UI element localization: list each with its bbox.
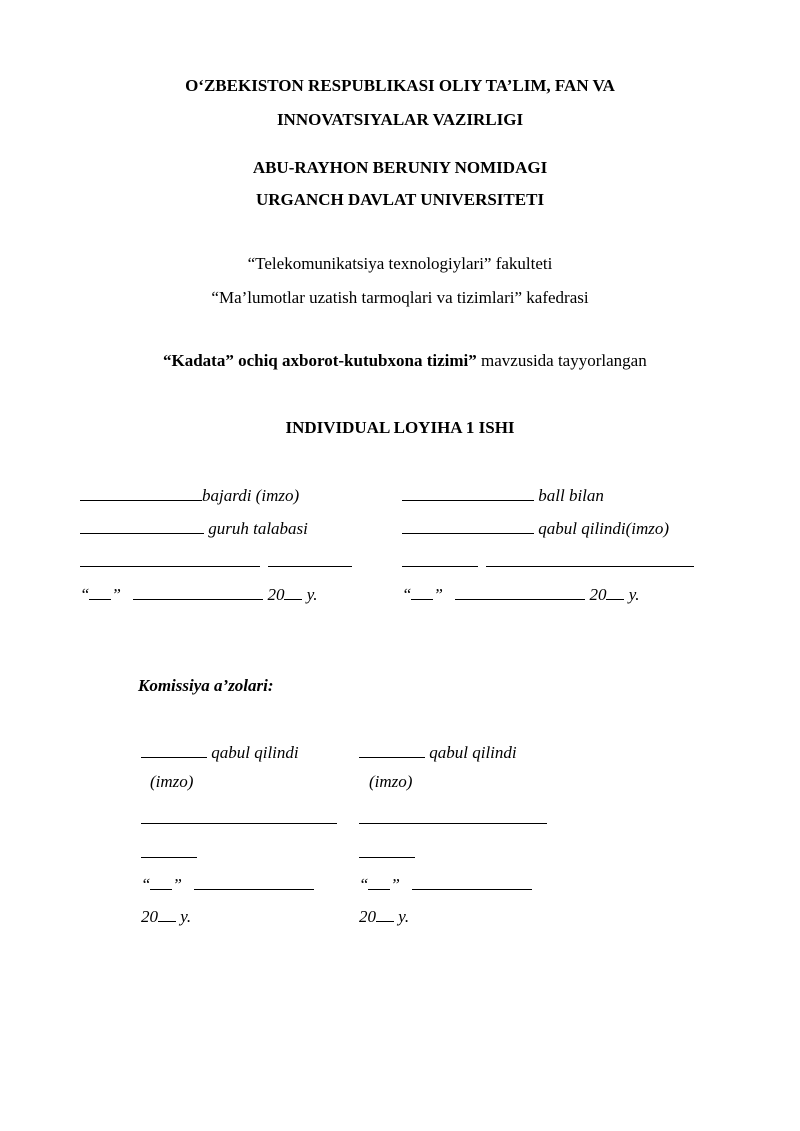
month-blank[interactable] [455, 582, 585, 600]
member-1-sign-label: (imzo) [150, 772, 194, 791]
date-close-quote: ” [433, 585, 443, 604]
topic-title: “Kadata” ochiq axborot-kutubxona tizimi” [163, 351, 477, 370]
date-close-quote: ” [111, 585, 121, 604]
performed-row [80, 483, 299, 506]
date-open-quote: “ [141, 875, 151, 894]
member-1-extra-row [141, 840, 197, 863]
year-blank[interactable] [158, 904, 176, 922]
member-2-accepted-label: qabul qilindi [425, 743, 517, 762]
year-prefix: 20 [141, 907, 158, 926]
day-blank[interactable] [150, 872, 172, 890]
member-2-accepted-row [359, 740, 517, 763]
year-prefix: 20 [585, 585, 607, 604]
month-blank[interactable] [412, 872, 532, 890]
day-blank[interactable] [411, 582, 433, 600]
performer-signature-blank[interactable] [80, 483, 202, 501]
year-prefix: 20 [359, 907, 376, 926]
day-blank[interactable] [368, 872, 390, 890]
member-1-accepted-label: qabul qilindi [207, 743, 299, 762]
topic-suffix: mavzusida tayyorlangan [476, 351, 647, 370]
faculty-name: “Telekomunikatsiya texnologiylari” fakulteti [247, 254, 553, 273]
year-suffix: y. [176, 907, 192, 926]
member-1-signature-blank[interactable] [141, 740, 207, 758]
accepted-label: qabul qilindi(imzo) [534, 519, 670, 538]
member-1-extra-blank[interactable] [141, 840, 197, 858]
member-2-extra-row [359, 840, 415, 863]
member-2-extra-blank[interactable] [359, 840, 415, 858]
member-2-date-row [359, 872, 532, 895]
date-open-quote: “ [359, 875, 369, 894]
university-line-1: ABU-RAYHON BERUNIY NOMIDAGI [252, 158, 548, 177]
member-1-date-row [141, 872, 314, 895]
member-1-accepted-row [141, 740, 299, 763]
accepted-row [402, 516, 669, 539]
year-prefix: 20 [263, 585, 285, 604]
day-blank[interactable] [89, 582, 111, 600]
year-suffix: y. [624, 585, 640, 604]
commission-heading: Komissiya a’zolari: [138, 676, 274, 695]
accepted-signature-blank[interactable] [402, 516, 534, 534]
examiner-initial-blank[interactable] [402, 549, 478, 567]
member-1-name-blank[interactable] [141, 806, 337, 824]
performed-label: bajardi (imzo) [202, 486, 300, 505]
name-row-left [80, 549, 352, 572]
year-blank[interactable] [606, 582, 624, 600]
group-student-label: guruh talabasi [204, 519, 308, 538]
member-2-name-row [359, 806, 547, 829]
work-title: INDIVIDUAL LOYIHA 1 ISHI [285, 418, 515, 437]
year-blank[interactable] [376, 904, 394, 922]
member-1-year-row [141, 904, 191, 927]
department-name: “Ma’lumotlar uzatish tarmoqlari va tizimlari” kafedrasi [211, 288, 589, 307]
member-2-signature-blank[interactable] [359, 740, 425, 758]
student-extra-blank[interactable] [268, 549, 352, 567]
member-2-sign-label: (imzo) [369, 772, 413, 791]
date-close-quote: ” [172, 875, 182, 894]
project-topic [163, 351, 647, 371]
name-row-right [402, 549, 694, 572]
year-suffix: y. [302, 585, 318, 604]
date-open-quote: “ [80, 585, 90, 604]
member-2-name-blank[interactable] [359, 806, 547, 824]
date-row-right [402, 582, 640, 605]
score-row [402, 483, 604, 506]
ministry-line-2: INNOVATSIYALAR VAZIRLIGI [276, 110, 524, 129]
year-suffix: y. [394, 907, 410, 926]
month-blank[interactable] [194, 872, 314, 890]
ministry-line-1: O‘ZBEKISTON RESPUBLIKASI OLIY TA’LIM, FAN VA [185, 76, 615, 95]
group-blank[interactable] [80, 516, 204, 534]
date-close-quote: ” [390, 875, 400, 894]
examiner-name-blank[interactable] [486, 549, 694, 567]
member-1-name-row [141, 806, 337, 829]
date-open-quote: “ [402, 585, 412, 604]
university-line-2: URGANCH DAVLAT UNIVERSITETI [255, 190, 545, 209]
date-row-left [80, 582, 318, 605]
member-2-year-row [359, 904, 409, 927]
score-label: ball bilan [534, 486, 604, 505]
student-name-blank[interactable] [80, 549, 260, 567]
month-blank[interactable] [133, 582, 263, 600]
year-blank[interactable] [284, 582, 302, 600]
group-student-row [80, 516, 308, 539]
score-blank[interactable] [402, 483, 534, 501]
